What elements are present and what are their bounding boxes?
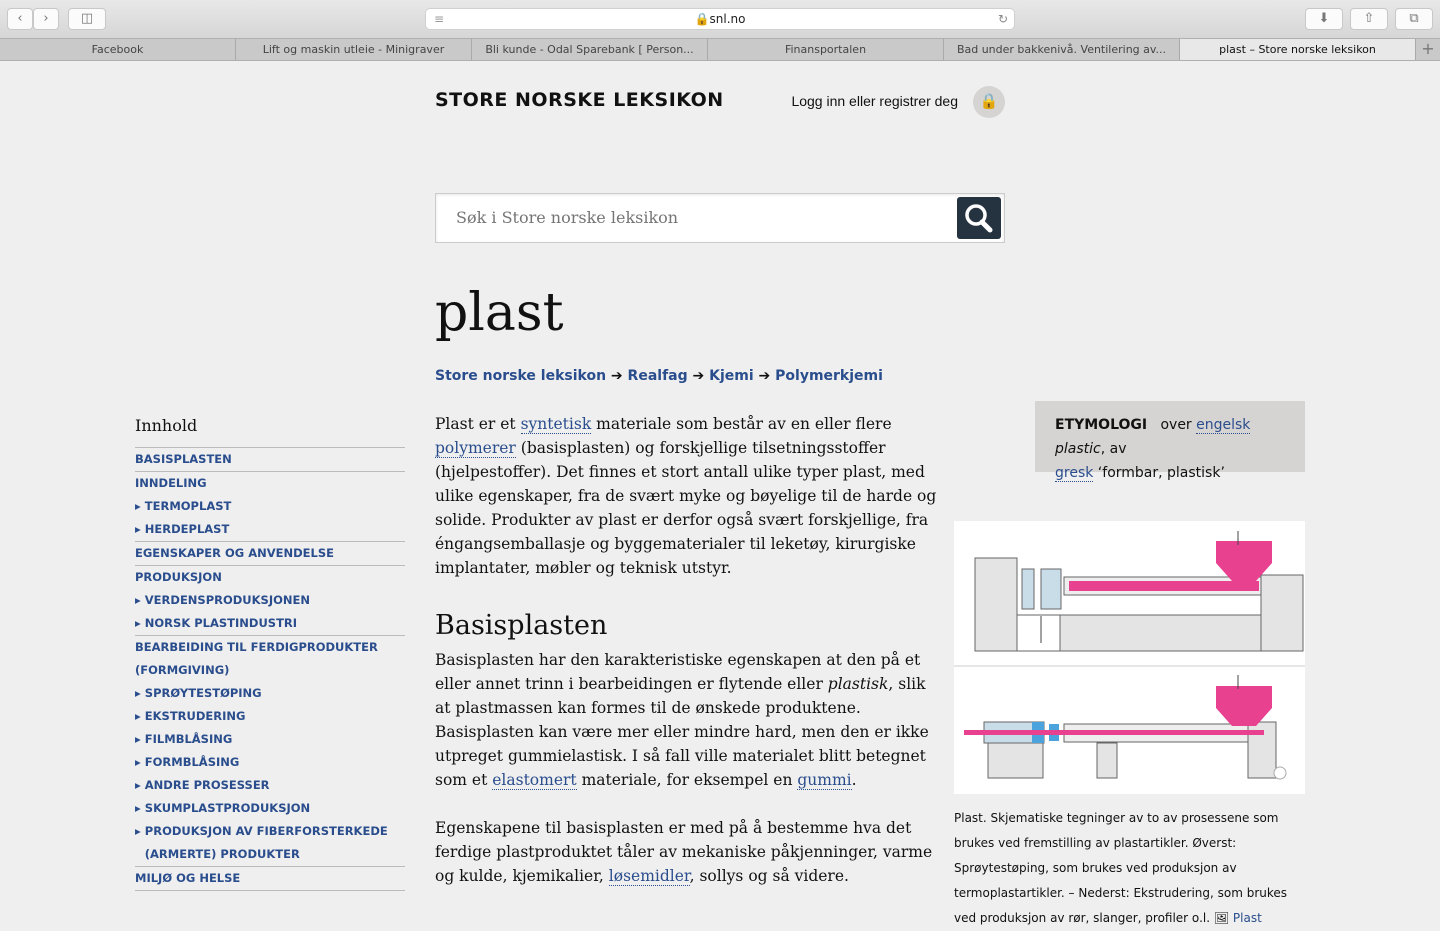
triangle-icon: ▸ bbox=[135, 686, 145, 700]
tab-bar bbox=[0, 38, 1440, 61]
tabs-overview-icon[interactable]: ⧉ bbox=[1395, 8, 1433, 30]
breadcrumb-link[interactable]: Store norske leksikon bbox=[435, 368, 607, 384]
toc-title: Innhold bbox=[135, 416, 405, 448]
triangle-icon: ▸ bbox=[135, 824, 145, 838]
breadcrumb: Store norske leksikon ➔ Realfag ➔ Kjemi ➔ Polymerkjemi bbox=[435, 368, 883, 384]
triangle-icon: ▸ bbox=[135, 616, 145, 630]
triangle-icon: ▸ bbox=[135, 801, 145, 815]
paragraph: Egenskapene til basisplasten er med på å bestemme hva det ferdige plastproduktet tåler av mekaniske påkjenninger, varme og kulde, kjemikalier, løsemidler, sollys og så videre. bbox=[435, 819, 933, 885]
link-gummi[interactable]: gummi bbox=[797, 771, 852, 789]
tab[interactable]: Bad under bakkenivå. Ventilering av... bbox=[944, 39, 1180, 60]
figure-caption: Plast. Skjematiske tegninger av to av prosessene som brukes ved fremstilling av plastartikler. Øverst: Sprøytestøping, som brukes ved produksjon av termoplastartikler. – Nederst: Ekstrudering, som brukes ved produksjon av rør, slanger, profiler o.l. 🖼 Plast bbox=[954, 811, 1288, 925]
toc-item[interactable]: ▸ HERDEPLAST bbox=[135, 518, 405, 542]
toc-item[interactable]: BEARBEIDING TIL FERDIGPRODUKTER (FORMGIVING) bbox=[135, 640, 378, 677]
triangle-icon: ▸ bbox=[135, 755, 145, 769]
toc-item[interactable]: ▸ TERMOPLAST bbox=[135, 499, 232, 513]
link-syntetisk[interactable]: syntetisk bbox=[520, 415, 592, 433]
toc-item[interactable]: ▸ PRODUKSJON AV FIBERFORSTERKEDE (ARMERTE) PRODUKTER bbox=[135, 820, 405, 867]
paragraph: Basisplasten har den karakteristiske egenskapen at den på et eller annet trinn i bearbeidingen er flytende eller plastisk, slik at plastmassen kan formes til de ønskede produktene. Basisplasten kan være mer eller mindre hard, men den er ikke utpreget gummielastisk. I så fall ville materialet blitt betegnet som et elastomert materiale, for eksempel en gummi. bbox=[435, 651, 929, 789]
toc-item[interactable]: EGENSKAPER OG ANVENDELSE bbox=[135, 542, 405, 566]
intro-paragraph: Plast er et syntetisk materiale som består av en eller flere polymerer (basisplasten) og forskjellige tilsetningsstoffer (hjelpestoffer). Det finnes et stort antall ulike typer plast, med ulike egenskaper, fra de svært myke og bøyelige til de harde og solide. Produkter av plast er derfor også svært forskjellige, fra éngangsemballasje og byggematerialer til leketøy, kirurgiske implantater, møbler og teknisk utstyr. bbox=[435, 415, 937, 577]
sidebar-toggle-icon[interactable]: ◫ bbox=[68, 8, 106, 30]
toc-item[interactable]: ▸ FORMBLÅSING bbox=[135, 755, 240, 769]
toc-item[interactable]: ▸ SPRØYTESTØPING bbox=[135, 686, 262, 700]
breadcrumb-link[interactable]: Kjemi bbox=[709, 368, 754, 384]
site-logo[interactable]: STORE NORSKE LEKSIKON bbox=[435, 89, 724, 111]
download-icon[interactable]: ⬇ bbox=[1305, 8, 1343, 30]
login-link[interactable]: Logg inn eller registrer deg bbox=[791, 93, 958, 109]
lock-icon[interactable]: 🔒 bbox=[973, 86, 1005, 118]
reload-icon[interactable]: ↻ bbox=[997, 12, 1008, 26]
search-input[interactable] bbox=[456, 208, 956, 227]
toc-item[interactable]: ▸ EKSTRUDERING bbox=[135, 709, 246, 723]
toc-item[interactable]: MILJØ OG HELSE bbox=[135, 867, 405, 891]
link-polymerer[interactable]: polymerer bbox=[435, 439, 516, 457]
triangle-icon: ▸ bbox=[135, 499, 145, 513]
tab[interactable]: Finansportalen bbox=[708, 39, 944, 60]
lock-icon: 🔒 bbox=[694, 12, 710, 26]
link-elastomert[interactable]: elastomert bbox=[492, 771, 577, 789]
triangle-icon: ▸ bbox=[135, 732, 145, 746]
search-icon bbox=[957, 197, 1001, 239]
triangle-icon: ▸ bbox=[135, 778, 145, 792]
image-icon: 🖼 bbox=[1213, 911, 1230, 925]
figure-link[interactable]: Plast bbox=[1232, 911, 1262, 925]
page-title: plast bbox=[435, 283, 564, 343]
toc-item[interactable]: ▸ VERDENSPRODUKSJONEN bbox=[135, 593, 310, 607]
forward-button[interactable]: › bbox=[33, 8, 59, 30]
zoom-icon bbox=[1274, 767, 1286, 779]
link-gresk[interactable]: gresk bbox=[1055, 465, 1094, 481]
browser-toolbar bbox=[0, 0, 1440, 38]
breadcrumb-link[interactable]: Realfag bbox=[627, 368, 688, 384]
link-losemidler[interactable]: løsemidler bbox=[608, 867, 690, 885]
share-icon[interactable]: ⇧ bbox=[1350, 8, 1388, 30]
toc-item[interactable]: INNDELING bbox=[135, 476, 207, 490]
link-engelsk[interactable]: engelsk bbox=[1196, 417, 1251, 433]
search-box bbox=[435, 193, 1005, 243]
toc-item[interactable]: ▸ SKUMPLASTPRODUKSJON bbox=[135, 801, 311, 815]
figure-image[interactable] bbox=[954, 521, 1305, 794]
toc-item[interactable]: ▸ ANDRE PROSESSER bbox=[135, 778, 270, 792]
plastic-process-diagram bbox=[954, 521, 1305, 794]
tab[interactable]: Lift og maskin utleie - Minigraver bbox=[236, 39, 472, 60]
back-button[interactable]: ‹ bbox=[7, 8, 33, 30]
tab[interactable]: Facebook bbox=[0, 39, 236, 60]
etymology-box: ETYMOLOGI over engelsk plastic, av gresk ‘formbar, plastisk’ bbox=[1035, 401, 1305, 472]
address-bar[interactable]: ≡ 🔒snl.no ↻ bbox=[425, 8, 1015, 30]
triangle-icon: ▸ bbox=[135, 593, 145, 607]
search-button[interactable] bbox=[957, 197, 1001, 239]
section-heading: Basisplasten bbox=[435, 610, 608, 641]
tab[interactable]: Bli kunde - Odal Sparebank [ Person... bbox=[472, 39, 708, 60]
table-of-contents bbox=[135, 416, 405, 891]
triangle-icon: ▸ bbox=[135, 709, 145, 723]
toc-item[interactable]: BASISPLASTEN bbox=[135, 448, 405, 472]
triangle-icon: ▸ bbox=[135, 522, 145, 536]
tab-active[interactable]: plast – Store norske leksikon bbox=[1180, 39, 1416, 60]
reader-icon[interactable]: ≡ bbox=[434, 12, 445, 26]
new-tab-button[interactable]: + bbox=[1421, 39, 1435, 58]
toc-item[interactable]: ▸ FILMBLÅSING bbox=[135, 732, 233, 746]
toc-item[interactable]: ▸ NORSK PLASTINDUSTRI bbox=[135, 612, 405, 636]
toc-item[interactable]: PRODUKSJON bbox=[135, 570, 222, 584]
breadcrumb-link[interactable]: Polymerkjemi bbox=[775, 368, 883, 384]
article-body bbox=[435, 412, 1005, 912]
